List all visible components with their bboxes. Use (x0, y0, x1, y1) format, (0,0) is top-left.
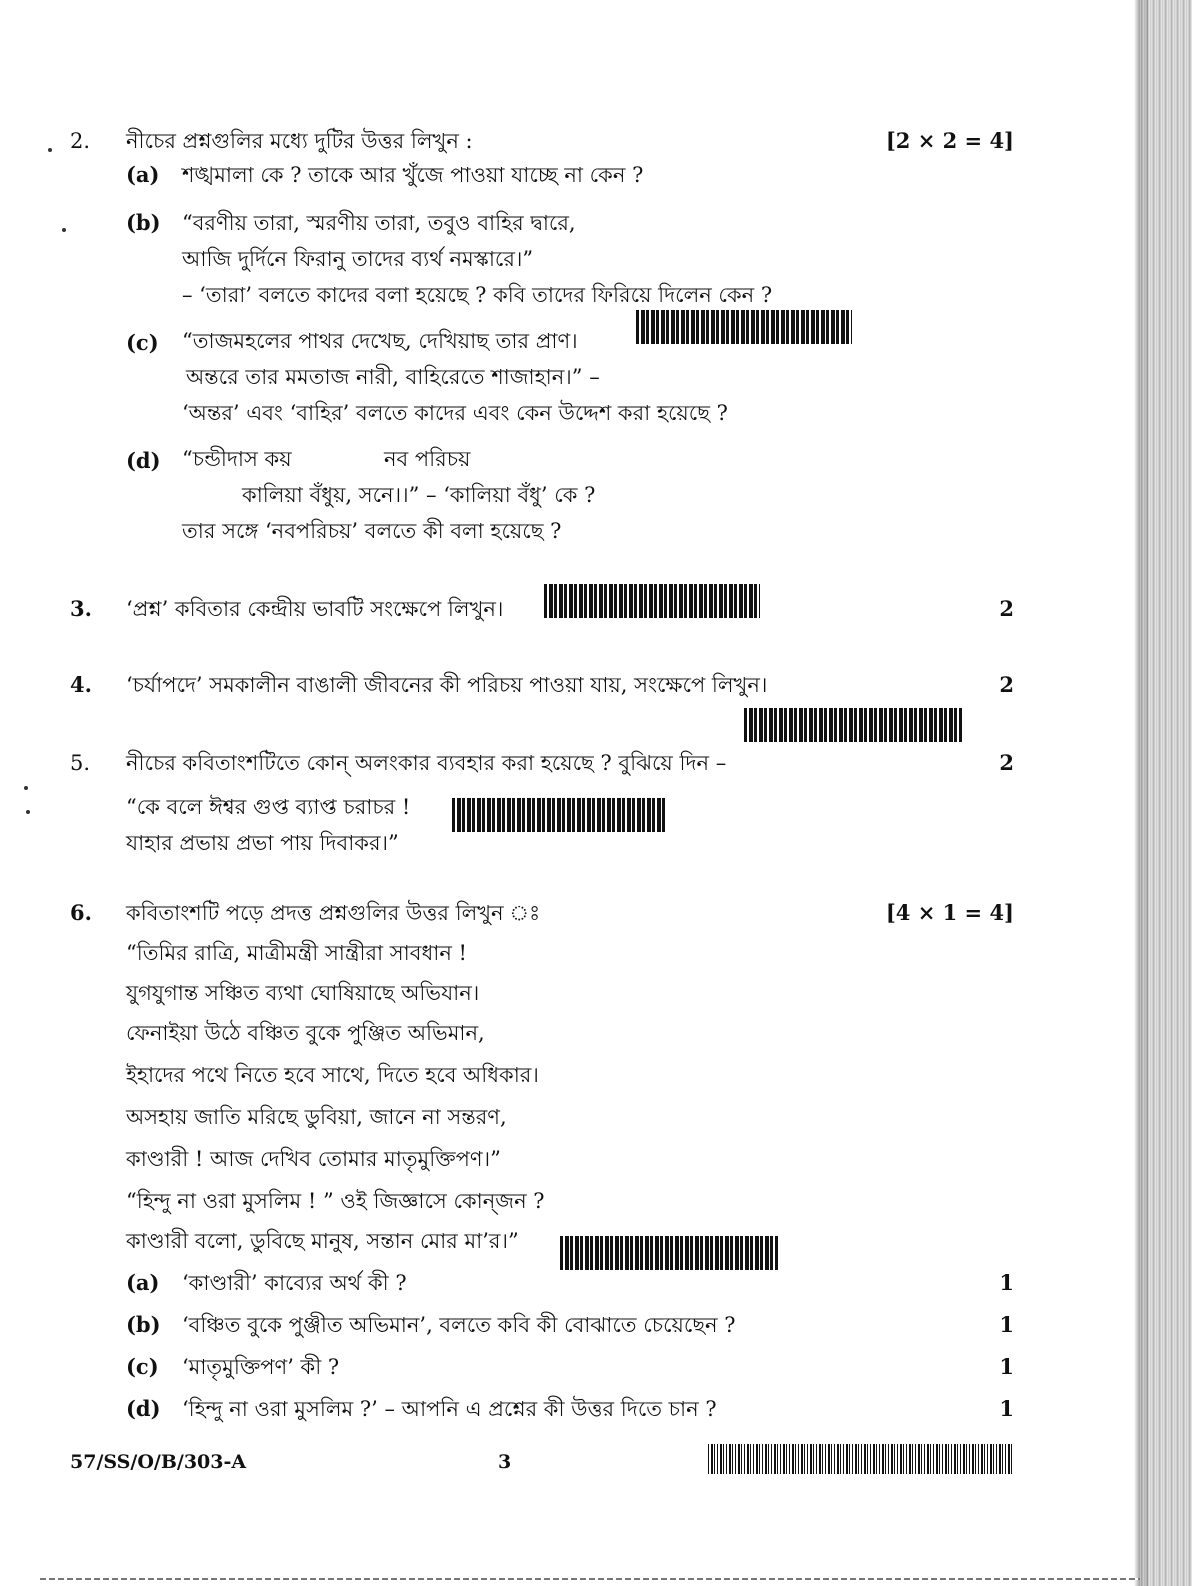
quote-line: নব পরিচয় (384, 447, 471, 471)
sub-question-text: – ‘তারা’ বলতে কাদের বলা হয়েছে ? কবি তাদের ফিরিয়ে দিলেন কেন ? (182, 283, 773, 307)
quote-line: “বরণীয় তারা, স্মরণীয় তারা, তবুও বাহির দ্বারে, (182, 211, 576, 235)
question-marks: [4 × 1 = 4] (885, 900, 1014, 925)
page-number: 3 (498, 1451, 512, 1473)
sub-question-marks: 1 (999, 1270, 1014, 1295)
footer-barcode (708, 1444, 1012, 1474)
scan-edge (1140, 0, 1192, 1586)
sub-question-text: ‘বঞ্চিত বুকে পুঞ্জীত অভিমান’, বলতে কবি কী বোঝাতে চেয়েছেন ? (182, 1313, 736, 1337)
sub-question-text: ‘কাণ্ডারী’ কাব্যের অর্থ কী ? (182, 1271, 407, 1295)
poem-line: কাণ্ডারী ! আজ দেখিব তোমার মাতৃমুক্তিপণ।” (126, 1147, 501, 1171)
scan-mark (62, 228, 66, 232)
question-text: ‘প্রশ্ন’ কবিতার কেন্দ্রীয় ভাবটি সংক্ষেপে লিখুন। (126, 597, 504, 621)
poem-line: যুগযুগান্ত সঞ্চিত ব্যথা ঘোষিয়াছে অভিযান। (126, 981, 480, 1005)
sub-label: (c) (126, 330, 159, 355)
sub-question-marks: 1 (999, 1312, 1014, 1337)
quote-line: যাহার প্রভায় প্রভা পায় দিবাকর।” (126, 831, 399, 855)
question-instruction: কবিতাংশটি পড়ে প্রদত্ত প্রশ্নগুলির উত্তর লিখুন ঃ (126, 901, 541, 925)
sub-question-text: ‘অন্তর’ এবং ‘বাহির’ বলতে কাদের এবং কেন উদ্দেশ করা হয়েছে ? (182, 401, 728, 425)
question-text: ‘চর্যাপদে’ সমকালীন বাঙালী জীবনের কী পরিচয় পাওয়া যায়, সংক্ষেপে লিখুন। (126, 673, 768, 697)
question-number: 5. (70, 751, 91, 775)
poem-line: ইহাদের পথে নিতে হবে সাথে, দিতে হবে অধিকার। (126, 1063, 539, 1087)
sub-question-text: ‘হিন্দু না ওরা মুসলিম ?’ – আপনি এ প্রশ্নের কী উত্তর দিতে চান ? (182, 1397, 717, 1421)
question-number: 2. (70, 129, 91, 153)
sub-label: (d) (126, 448, 161, 473)
poem-line: “হিন্দু না ওরা মুসলিম ! ” ওই জিজ্ঞাসে কোন্‌জন ? (126, 1189, 545, 1213)
question-text: নীচের কবিতাংশটিতে কোন্ অলংকার ব্যবহার করা হয়েছে ? বুঝিয়ে দিন – (126, 751, 727, 775)
sub-question-text: শঙ্খমালা কে ? তাকে আর খুঁজে পাওয়া যাচ্ছে না কেন ? (182, 163, 644, 187)
barcode-strip (544, 584, 760, 618)
poem-line: অসহায় জাতি মরিছে ডুবিয়া, জানে না সন্তরণ, (126, 1105, 507, 1129)
quote-line: আজি দুর্দিনে ফিরানু তাদের ব্যর্থ নমস্কারে।” (182, 247, 534, 271)
quote-line: কালিয়া বঁধুয়, সনে।।” – ‘কালিয়া বঁধু’ কে ? (242, 483, 596, 507)
sub-label: (d) (126, 1396, 161, 1421)
question-marks: [2 × 2 = 4] (885, 128, 1014, 153)
sub-question-marks: 1 (999, 1396, 1014, 1421)
quote-line: “চন্ডীদাস কয় (182, 447, 292, 471)
quote-line: “কে বলে ঈশ্বর গুপ্ত ব্যাপ্ত চরাচর ! (126, 795, 411, 819)
poem-line: ফেনাইয়া উঠে বঞ্চিত বুকে পুঞ্জিত অভিমান, (126, 1021, 485, 1045)
sub-label: (c) (126, 1354, 159, 1379)
question-number: 3. (70, 596, 92, 621)
quote-line: “তাজমহলের পাথর দেখেছ, দেখিয়াছ তার প্রাণ। (182, 329, 578, 353)
bottom-rule (40, 1578, 1140, 1580)
sub-label: (b) (126, 1312, 161, 1337)
sub-question-marks: 1 (999, 1354, 1014, 1379)
question-number: 4. (70, 672, 92, 697)
poem-line: “তিমির রাত্রি, মাত্রীমন্ত্রী সান্ত্রীরা সাবধান ! (126, 941, 467, 965)
scan-mark (24, 786, 28, 790)
sub-label: (b) (126, 210, 161, 235)
barcode-strip (744, 708, 962, 742)
question-instruction: নীচের প্রশ্নগুলির মধ্যে দুটির উত্তর লিখুন : (126, 129, 473, 153)
question-marks: 2 (999, 596, 1014, 621)
sub-question-text: ‘মাতৃমুক্তিপণ’ কী ? (182, 1355, 340, 1379)
question-number: 6. (70, 900, 92, 925)
barcode-strip (560, 1236, 778, 1270)
sub-label: (a) (126, 1270, 160, 1295)
paper-code: 57/SS/O/B/303-A (70, 1451, 247, 1473)
poem-line: কাণ্ডারী বলো, ডুবিছে মানুষ, সন্তান মোর মা’র।” (126, 1229, 519, 1253)
barcode-strip (452, 798, 666, 832)
scan-mark (48, 148, 52, 152)
quote-line: অন্তরে তার মমতাজ নারী, বাহিরেতে শাজাহান।” – (186, 365, 600, 389)
sub-question-text: তার সঙ্গে ‘নবপরিচয়’ বলতে কী বলা হয়েছে ? (182, 519, 562, 543)
question-marks: 2 (999, 672, 1014, 697)
sub-label: (a) (126, 162, 160, 187)
barcode-strip (636, 310, 852, 344)
scan-mark (26, 810, 30, 814)
question-marks: 2 (999, 750, 1014, 775)
